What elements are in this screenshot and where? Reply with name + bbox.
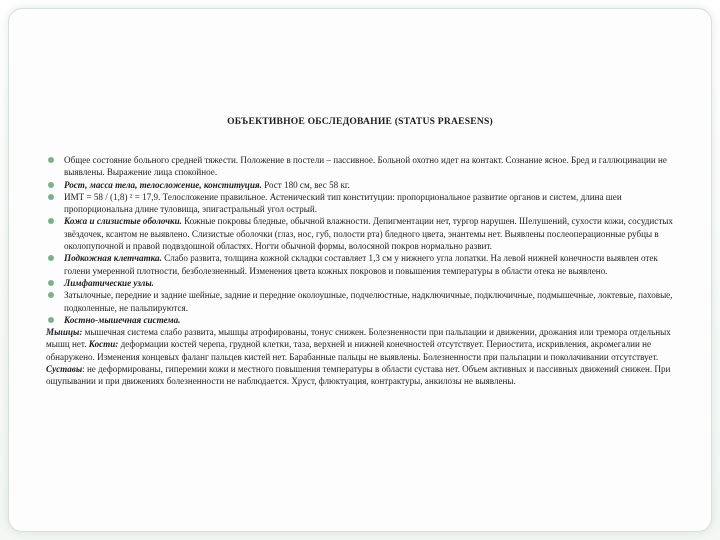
list-item: Костно-мышечная система. xyxy=(46,314,682,326)
list-item: Рост, масса тела, телосложение, конституция. Рост 180 см, вес 58 кг. xyxy=(46,179,682,191)
bullet-icon xyxy=(48,280,54,286)
paragraph-muscles: Мышцы: мышечная система слабо развита, мышцы атрофированы, тонус снижен. Болезненности при пальпации и движении, дрожания или тремора отдельных мышц нет. Кости: деформации костей черепа, грудной клетки, таза, верхней и нижней конечностей отсутствует. Периостита, искривления, акромегалии не обнаружено. Изменения концевых фаланг пальцев кистей нет. Барабанные пальцы не выявлены. Болезненности при пальпации и поколачивании отсутствует. xyxy=(46,327,671,362)
bullet-icon xyxy=(48,317,54,323)
paragraph-joints: Суставы: не деформированы, гиперемии кожи и местного повышения температуры в области сустава нет. Объем активных и пассивных движений снижен. При ощупывании и при движениях болезненности не наблюдается. Хруст, флюктуация, контрактуры, анкилозы не выявлены. xyxy=(46,364,671,387)
exam-list xyxy=(46,154,682,326)
bullet-icon xyxy=(48,292,54,298)
content-body xyxy=(46,154,682,388)
bullet-icon xyxy=(48,182,54,188)
bullet-icon xyxy=(48,194,54,200)
list-item: Общее состояние больного средней тяжести. Положение в постели – пассивное. Больной охотно идет на контакт. Сознание ясное. Бред и галлюцинации не выявлены. Выражение лица спокойное. xyxy=(46,154,682,179)
bullet-icon xyxy=(48,157,54,163)
list-item: Затылочные, передние и задние шейные, задние и передние околоушные, подчелюстные, надключичные, подключичные, подмышечные, локтевые, паховые, подколенные, не пальпируются. xyxy=(46,289,682,314)
list-item: Подкожная клетчатка. Слабо развита, толщина кожной складки составляет 1,3 см у нижнего угла лопатки. На левой нижней конечности выявлен отек голени умеренной плотности, безболезненный. Изменения цвета кожных покровов и повышения температуры в области отека не выявлено. xyxy=(46,252,682,277)
list-item: ИМТ = 58 / (1,8) ² = 17,9. Телосложение правильное. Астенический тип конституции: пропорциональное развитие органов и систем, длина шеи пропорциональна длине туловища, эпигастральный угол острый. xyxy=(46,191,682,216)
bullet-icon xyxy=(48,255,54,261)
bullet-icon xyxy=(48,218,54,224)
list-item: Кожа и слизистые оболочки. Кожные покровы бледные, обычной влажности. Депигментации нет, тургор нарушен. Шелушений, сухости кожи, сосудистых звёздочек, ксантом не выявлено. Слизистые оболочки (глаз, нос, губ, полости рта) бледного цвета, энантемы нет. Выявлены послеоперационные рубцы в околопупочной и правой подвздошной областях. Ногти обычной формы, волосяной покров нормально развит. xyxy=(46,215,682,252)
list-item: Лимфатические узлы. xyxy=(46,277,682,289)
page-title: ОБЪЕКТИВНОЕ ОБСЛЕДОВАНИЕ (STATUS PRAESENS) xyxy=(227,116,493,127)
